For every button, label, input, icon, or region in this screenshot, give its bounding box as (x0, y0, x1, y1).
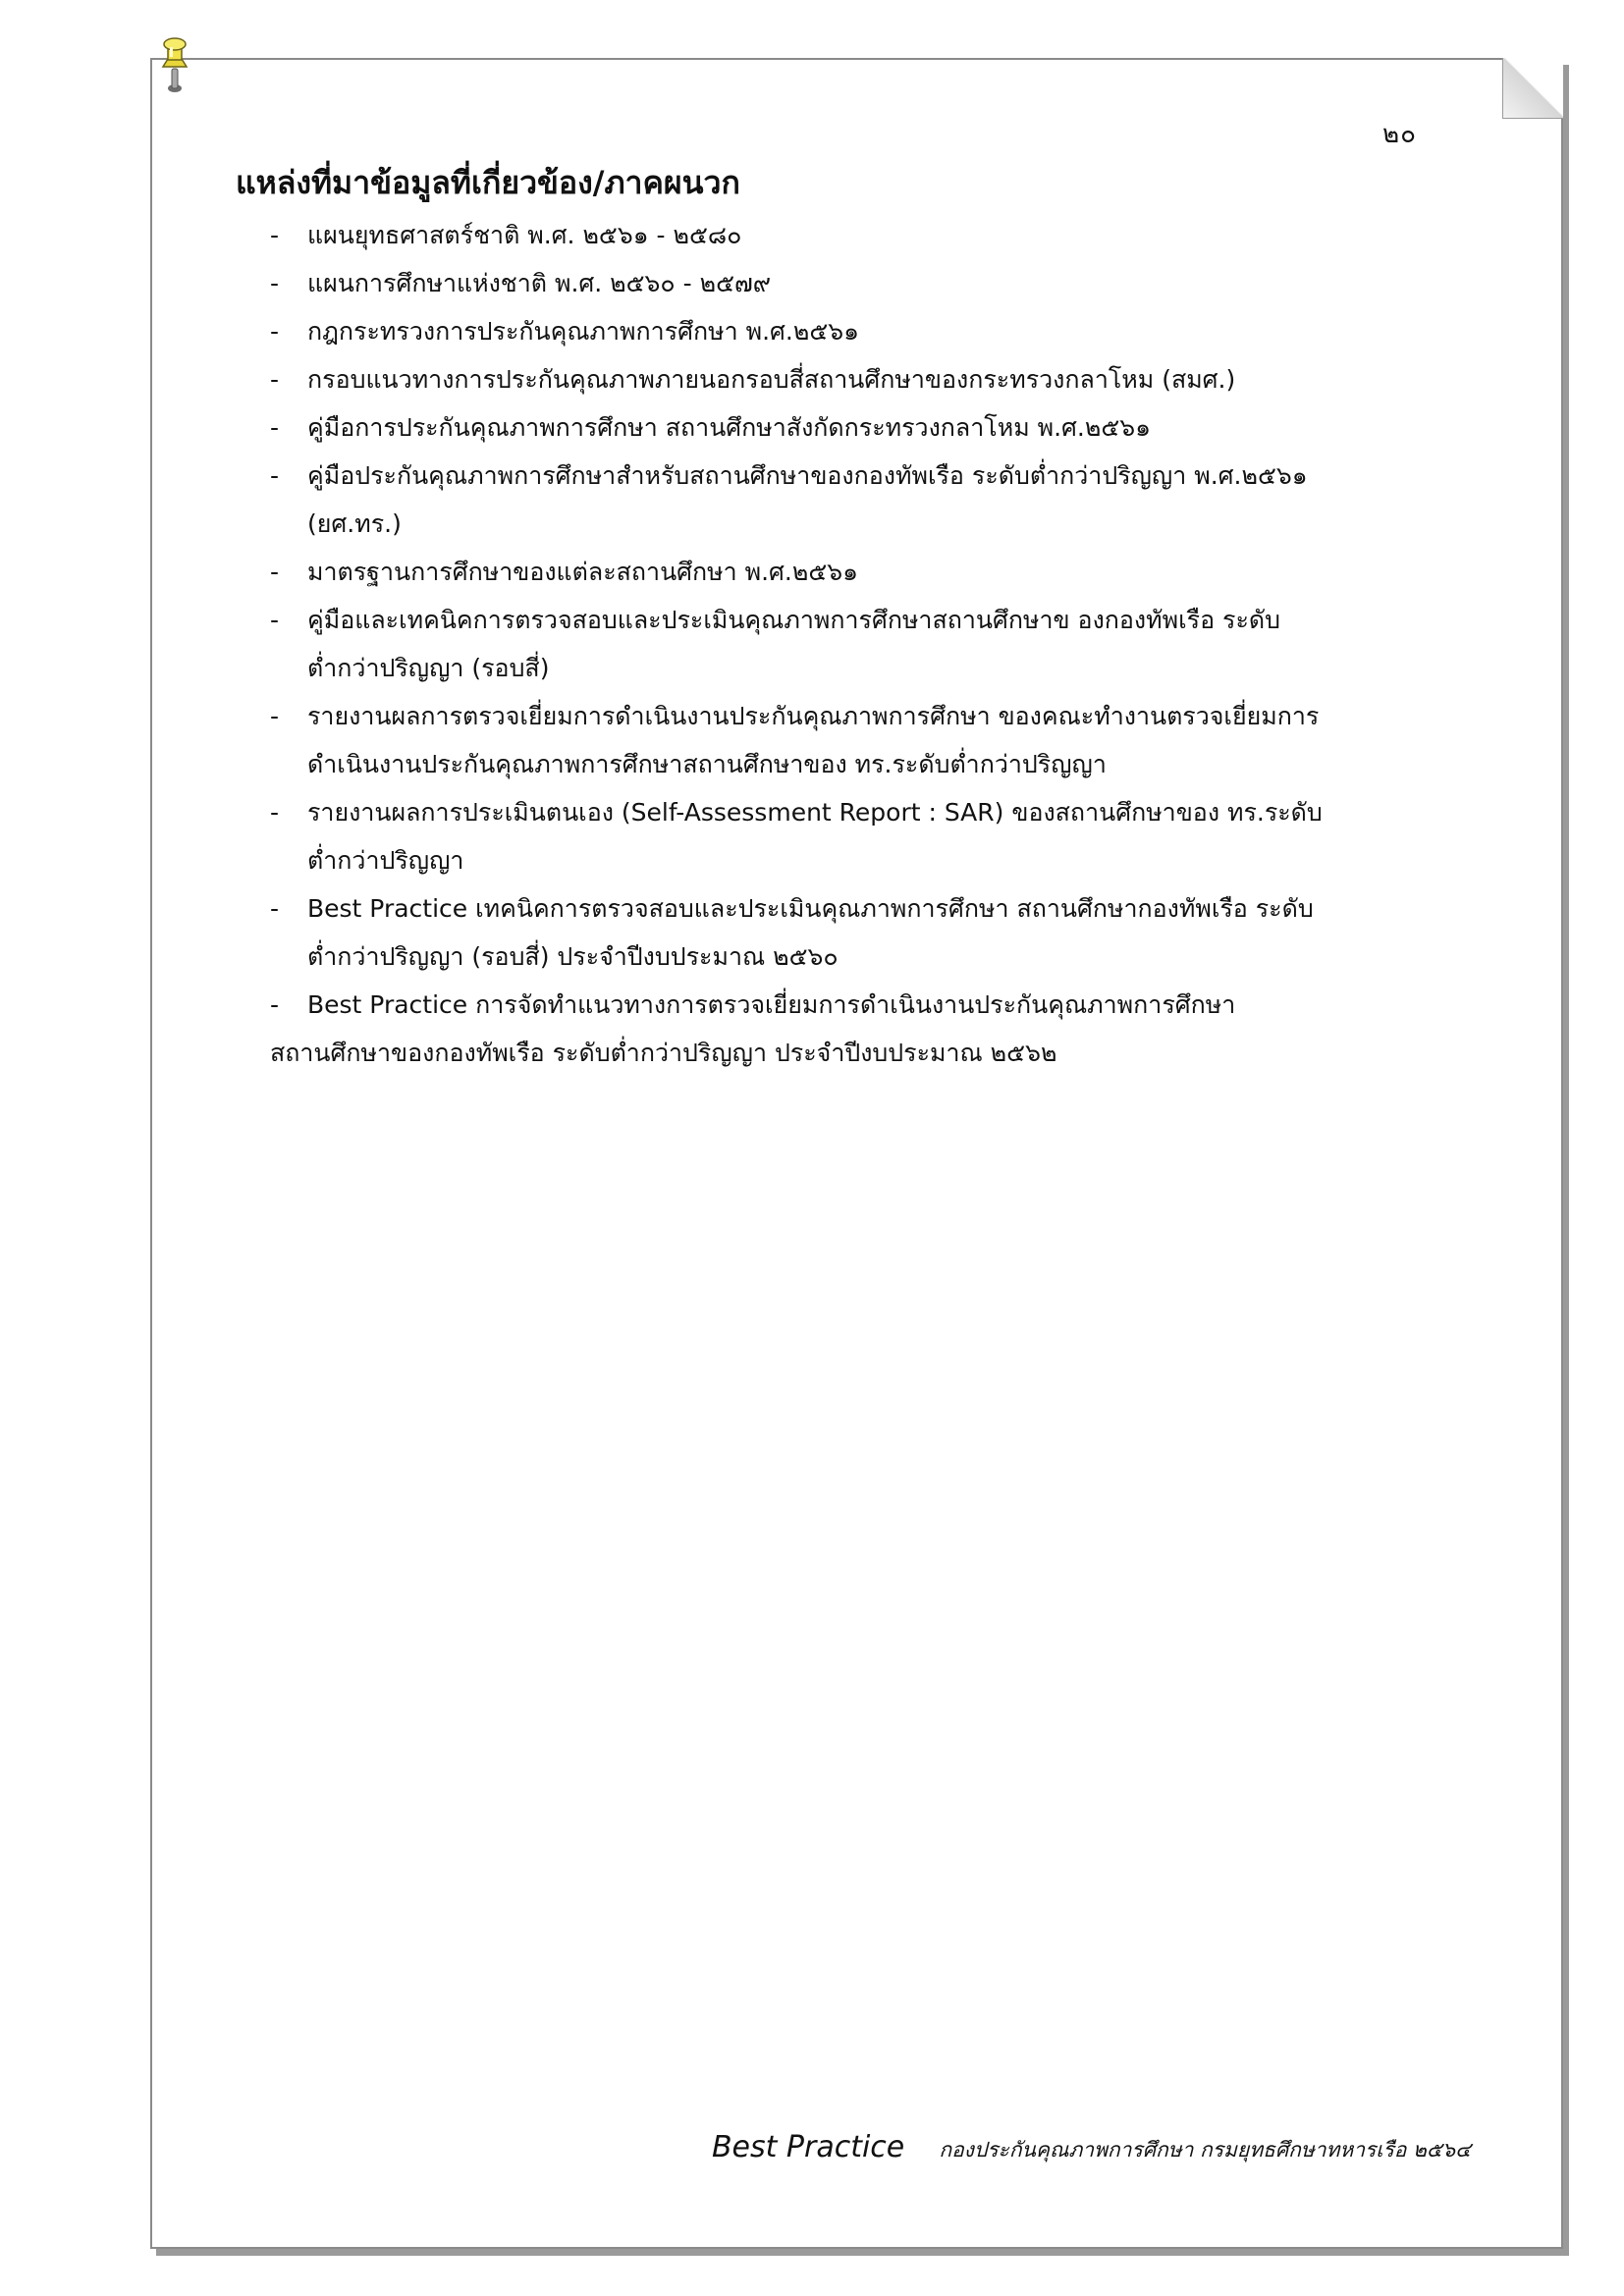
list-item (270, 211, 1478, 259)
page-number: ๒๐ (1381, 120, 1417, 149)
list-item (270, 692, 1478, 788)
reference-text-continued: (ยศ.ทร.) (307, 509, 402, 538)
list-item (270, 307, 1478, 355)
page-footer (712, 2130, 1471, 2166)
list-item (270, 981, 1478, 1077)
bullet-dash: - (270, 413, 280, 442)
pin-highlight (170, 47, 173, 57)
reference-text: แผนการศึกษาแห่งชาติ พ.ศ. ๒๕๖๐ - ๒๕๗๙ (307, 269, 772, 297)
reference-text: คู่มือและเทคนิคการตรวจสอบและประเมินคุณภาพการศึกษาสถานศึกษาข องกองทัพเรือ ระดับ (307, 606, 1280, 634)
bullet-dash: - (270, 269, 280, 297)
reference-text: รายงานผลการตรวจเยี่ยมการดำเนินงานประกันคุณภาพการศึกษา ของคณะทำงานตรวจเยี่ยมการ (307, 702, 1320, 730)
reference-text: แผนยุทธศาสตร์ชาติ พ.ศ. ๒๕๖๑ - ๒๕๘๐ (307, 221, 742, 249)
reference-text: กฎกระทรวงการประกันคุณภาพการศึกษา พ.ศ.๒๕๖๑ (307, 317, 859, 346)
bullet-dash: - (270, 894, 280, 923)
bullet-dash: - (270, 990, 280, 1019)
list-item (270, 452, 1478, 548)
bullet-dash: - (270, 317, 280, 346)
reference-text: กรอบแนวทางการประกันคุณภาพภายนอกรอบสี่สถานศึกษาของกระทรวงกลาโหม (สมศ.) (307, 365, 1236, 394)
reference-text-continued: สถานศึกษาของกองทัพเรือ ระดับต่ำกว่าปริญญา ประจำปีงบประมาณ ๒๕๖๒ (270, 1039, 1057, 1067)
reference-text-continued: ต่ำกว่าปริญญา (รอบสี่) ประจำปีงบประมาณ ๒๕๖๐ (307, 942, 839, 971)
footer-brand: Best Practice (711, 2130, 905, 2164)
reference-text: Best Practice เทคนิคการตรวจสอบและประเมินคุณภาพการศึกษา สถานศึกษากองทัพเรือ ระดับ (307, 894, 1314, 923)
list-item (270, 788, 1478, 884)
reference-list (270, 211, 1478, 1077)
bullet-dash: - (270, 606, 280, 634)
bullet-dash: - (270, 365, 280, 394)
reference-text: คู่มือประกันคุณภาพการศึกษาสำหรับสถานศึกษาของกองทัพเรือ ระดับต่ำกว่าปริญญา พ.ศ.๒๕๖๑ (307, 461, 1308, 490)
footer-organization: กองประกันคุณภาพการศึกษา กรมยุทธศึกษาทหารเรือ ๒๕๖๔ (939, 2138, 1471, 2162)
reference-text: คู่มือการประกันคุณภาพการศึกษา สถานศึกษาสังกัดกระทรวงกลาโหม พ.ศ.๒๕๖๑ (307, 413, 1151, 442)
bullet-dash: - (270, 702, 280, 730)
bullet-dash: - (270, 798, 280, 827)
reference-text: มาตรฐานการศึกษาของแต่ละสถานศึกษา พ.ศ.๒๕๖๑ (307, 558, 859, 586)
list-item (270, 548, 1478, 596)
reference-text-continued: ดำเนินงานประกันคุณภาพการศึกษาสถานศึกษาของ ทร.ระดับต่ำกว่าปริญญา (307, 750, 1107, 778)
list-item (270, 596, 1478, 692)
pushpin-icon (155, 35, 194, 96)
document-page (150, 58, 1563, 2249)
pin-head (164, 38, 186, 50)
pin-needle (172, 69, 178, 88)
bullet-dash: - (270, 221, 280, 249)
section-heading: แหล่งที่มาข้อมูลที่เกี่ยวข้อง/ภาคผนวก (236, 164, 740, 201)
list-item (270, 355, 1478, 403)
list-item (270, 884, 1478, 981)
folded-corner (1502, 58, 1563, 119)
reference-text: Best Practice การจัดทำแนวทางการตรวจเยี่ยมการดำเนินงานประกันคุณภาพการศึกษา (307, 990, 1236, 1019)
list-item (270, 403, 1478, 452)
reference-text-continued: ต่ำกว่าปริญญา (307, 846, 464, 875)
reference-text-continued: ต่ำกว่าปริญญา (รอบสี่) (307, 654, 550, 682)
list-item (270, 259, 1478, 307)
reference-text: รายงานผลการประเมินตนเอง (Self-Assessment Report : SAR) ของสถานศึกษาของ ทร.ระดับ (307, 798, 1323, 827)
bullet-dash: - (270, 461, 280, 490)
bullet-dash: - (270, 558, 280, 586)
